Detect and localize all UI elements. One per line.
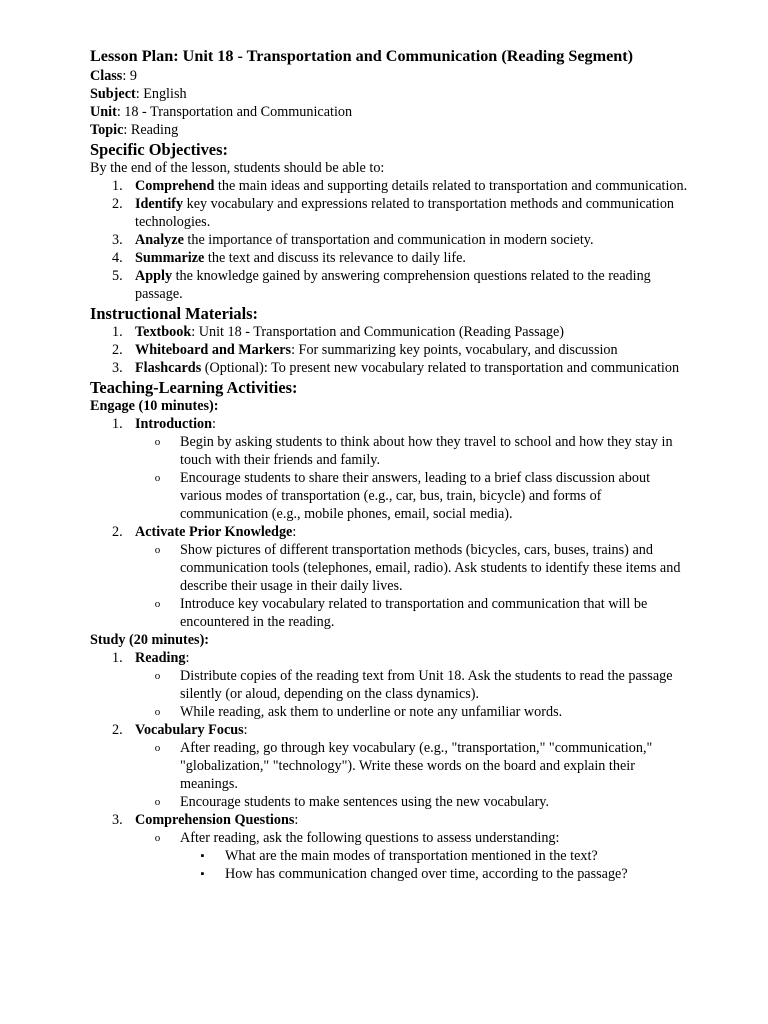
study-item (90, 649, 690, 721)
materials-heading: Instructional Materials: (90, 304, 258, 323)
objectives-list (90, 177, 690, 303)
objective-bold: Comprehend (135, 178, 215, 194)
engage-list (90, 415, 690, 631)
subsub-item (180, 847, 690, 865)
objective-rest: the knowledge gained by answering comprehension questions related to the reading passage. (135, 268, 651, 302)
material-rest: : Unit 18 - Transportation and Communication (Reading Passage) (191, 324, 565, 340)
objectives-heading: Specific Objectives: (90, 140, 228, 159)
study-number: 3. (112, 812, 123, 828)
meta-label: Unit (90, 104, 117, 120)
study-bold: Vocabulary Focus (135, 722, 244, 738)
study-text (135, 811, 690, 883)
document-title: Lesson Plan: Unit 18 - Transportation and Communication (Reading Segment) (90, 47, 634, 65)
subsub-item (180, 865, 690, 883)
meta-line (90, 103, 690, 121)
objective-text (135, 267, 690, 303)
engage-number: 1. (112, 416, 123, 432)
sub-list (135, 541, 690, 631)
meta-line (90, 121, 690, 139)
sub-list (135, 739, 690, 811)
engage-heading: Engage (10 minutes): (90, 398, 219, 414)
study-rest: : (243, 722, 248, 738)
objective-rest: the main ideas and supporting details related to transportation and communication. (214, 178, 688, 194)
objective-item (90, 195, 690, 231)
sub-text: Show pictures of different transportation methods (bicycles, cars, buses, trains) and communication tools (telephones, email, radio). Ask students to identify these items and describe their usage in their daily lives. (180, 542, 681, 594)
objective-number: 4. (112, 250, 123, 266)
meta-label: Topic (90, 122, 124, 138)
engage-rest: : (292, 524, 297, 540)
sub-list (135, 667, 690, 721)
subsub-list (180, 847, 690, 883)
sub-item (135, 469, 690, 523)
sub-text: Begin by asking students to think about how they travel to school and how they stay in touch with their friends and family. (180, 434, 673, 468)
objective-item (90, 231, 690, 249)
sub-text: While reading, ask them to underline or note any unfamiliar words. (180, 704, 563, 720)
sub-item (135, 667, 690, 703)
engage-bold: Introduction (135, 416, 212, 432)
material-rest: (Optional): To present new vocabulary related to transportation and communication (201, 360, 680, 376)
material-number: 3. (112, 360, 123, 376)
meta-label: Class (90, 68, 123, 84)
study-rest: : (185, 650, 190, 666)
meta-value: : 9 (122, 68, 137, 84)
study-text (135, 649, 690, 721)
objective-number: 3. (112, 232, 123, 248)
sub-text: Introduce key vocabulary related to transportation and communication that will be encountered in the reading. (180, 596, 648, 630)
sub-list (135, 829, 690, 883)
meta-line (90, 67, 690, 85)
document-page (90, 46, 690, 883)
objective-text (135, 177, 690, 195)
materials-list (90, 323, 690, 377)
material-number: 2. (112, 342, 123, 358)
objective-rest: the text and discuss its relevance to daily life. (204, 250, 466, 266)
material-rest: : For summarizing key points, vocabulary, and discussion (291, 342, 618, 358)
study-item (90, 721, 690, 811)
objective-item (90, 249, 690, 267)
bullet-o-icon: o (154, 706, 161, 718)
bullet-o-icon: o (154, 742, 161, 754)
sub-item (135, 739, 690, 793)
meta-value: : 18 - Transportation and Communication (116, 104, 353, 120)
objective-text (135, 249, 690, 267)
bullet-square-icon: ▪ (200, 868, 205, 880)
engage-text (135, 523, 690, 631)
meta-value: : Reading (123, 122, 179, 138)
sub-text: After reading, go through key vocabulary (e.g., "transportation," "communication," "globalization," "technology"). Write these words on the board and explain their meanings. (180, 740, 653, 792)
sub-item (135, 703, 690, 721)
objective-text (135, 231, 690, 249)
bullet-o-icon: o (154, 436, 161, 448)
material-item (90, 323, 690, 341)
study-item (90, 811, 690, 883)
material-text (135, 341, 690, 359)
objective-number: 2. (112, 196, 123, 212)
sub-item (135, 541, 690, 595)
study-rest: : (294, 812, 299, 828)
bullet-o-icon: o (154, 796, 161, 808)
material-item (90, 359, 690, 377)
objective-bold: Analyze (135, 232, 184, 248)
activities-heading: Teaching-Learning Activities: (90, 378, 298, 397)
engage-item (90, 523, 690, 631)
study-text (135, 721, 690, 811)
bullet-o-icon: o (154, 544, 161, 556)
objective-number: 1. (112, 178, 123, 194)
objectives-intro: By the end of the lesson, students should be able to: (90, 160, 385, 176)
sub-item (135, 829, 690, 847)
study-bold: Comprehension Questions (135, 812, 295, 828)
objective-rest: the importance of transportation and communication in modern society. (183, 232, 594, 248)
study-number: 2. (112, 722, 123, 738)
meta-label: Subject (90, 86, 136, 102)
objective-number: 5. (112, 268, 123, 284)
sub-list (135, 433, 690, 523)
study-heading: Study (20 minutes): (90, 632, 210, 648)
meta-value: : English (135, 86, 187, 102)
material-bold: Textbook (135, 324, 192, 340)
sub-text: Distribute copies of the reading text from Unit 18. Ask the students to read the passage silently (or aloud, depending on the class dynamics). (180, 668, 673, 702)
objective-bold: Summarize (135, 250, 205, 266)
material-text (135, 323, 690, 341)
study-number: 1. (112, 650, 123, 666)
sub-item (135, 433, 690, 469)
engage-bold: Activate Prior Knowledge (135, 524, 293, 540)
material-bold: Flashcards (135, 360, 202, 376)
objective-bold: Apply (135, 268, 173, 284)
objective-text (135, 195, 690, 231)
study-bold: Reading (135, 650, 186, 666)
sub-item (135, 595, 690, 631)
bullet-o-icon: o (154, 670, 161, 682)
bullet-square-icon: ▪ (200, 850, 205, 862)
material-bold: Whiteboard and Markers (135, 342, 292, 358)
sub-item (135, 793, 690, 811)
material-item (90, 341, 690, 359)
subsub-text: What are the main modes of transportation mentioned in the text? (225, 848, 598, 864)
engage-rest: : (212, 416, 216, 432)
bullet-o-icon: o (154, 598, 161, 610)
objective-item (90, 267, 690, 303)
meta-line (90, 85, 690, 103)
bullet-o-icon: o (154, 832, 161, 844)
sub-text: Encourage students to make sentences using the new vocabulary. (180, 794, 550, 810)
engage-number: 2. (112, 524, 123, 540)
bullet-o-icon: o (154, 472, 161, 484)
engage-item (90, 415, 690, 523)
sub-text: After reading, ask the following questions to assess understanding: (180, 830, 560, 846)
sub-text: Encourage students to share their answers, leading to a brief class discussion about various modes of transportation (e.g., car, bus, train, bicycle) and forms of communication (e.g., mobile phones, email, social media). (180, 470, 651, 522)
objective-item (90, 177, 690, 195)
material-number: 1. (112, 324, 123, 340)
objective-rest: key vocabulary and expressions related to transportation methods and communication technologies. (135, 196, 675, 230)
engage-text (135, 415, 690, 523)
material-text (135, 359, 690, 377)
objective-bold: Identify (135, 196, 184, 212)
subsub-text: How has communication changed over time, according to the passage? (225, 866, 628, 882)
study-list (90, 649, 690, 883)
meta-block (90, 67, 690, 139)
